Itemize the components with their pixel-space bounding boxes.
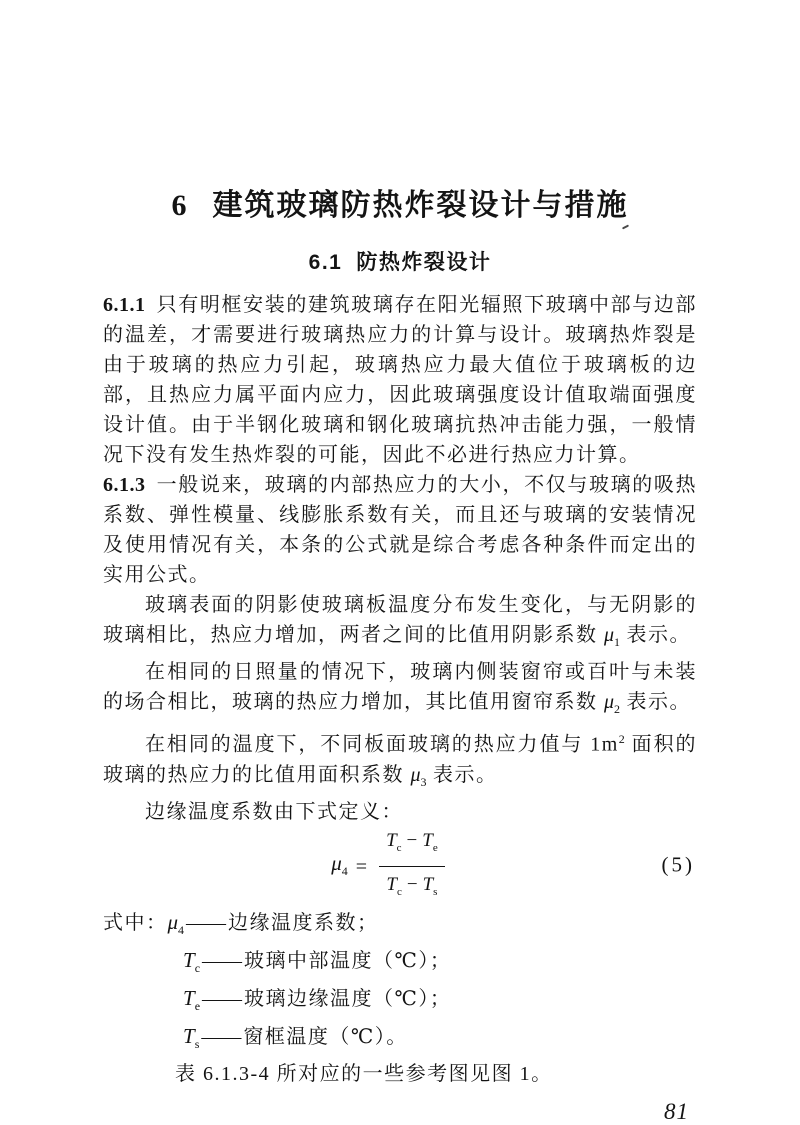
formula-mu4 [331, 826, 444, 907]
equation-number: (5) [661, 852, 695, 877]
paragraph-text: 表示。 [426, 763, 498, 786]
chapter-number: 6 [171, 189, 189, 222]
mu-symbol: μ [167, 909, 179, 934]
description: 玻璃中部温度（℃）； [244, 949, 452, 972]
formula-block [103, 830, 697, 904]
description: 边缘温度系数； [228, 911, 379, 934]
temperature-symbol: T [183, 985, 195, 1010]
temperature-subscript: c [396, 842, 402, 855]
symbol [167, 909, 185, 937]
temperature-subscript: e [432, 842, 438, 855]
mu-symbol: μ [604, 691, 615, 713]
mu-subscript: 4 [341, 863, 348, 878]
clause-6-1-3 [103, 470, 697, 590]
dash: —— [202, 987, 243, 1010]
temperature-symbol: T [422, 830, 433, 852]
scan-speck-mark [622, 224, 629, 229]
clause-6-1-1 [103, 290, 697, 470]
temperature-subscript: e [194, 998, 201, 1013]
temperature-symbol: T [386, 874, 397, 896]
temperature-symbol: T [183, 1023, 195, 1048]
symbol [183, 947, 201, 975]
description: 窗框温度（℃）。 [243, 1025, 408, 1048]
mu-subscript: 2 [614, 702, 621, 716]
section-heading [103, 250, 697, 276]
paragraph-text: 表示。 [620, 624, 692, 646]
clause-label: 6.1.3 [103, 474, 146, 496]
mu-subscript: 1 [614, 635, 621, 649]
paragraph-text: 玻璃表面的阴影使玻璃板温度分布发生变化，与无阴影的玻璃相比，热应力增加，两者之间的比值用阴影系数 [103, 594, 697, 646]
formula-lhs [331, 848, 348, 886]
where-lead: 式中： [103, 911, 168, 934]
section-number: 6.1 [308, 251, 343, 274]
fraction-denominator [379, 867, 445, 907]
equals-sign: = [355, 855, 368, 878]
chapter-title [103, 0, 697, 224]
paragraph-curtain-coefficient [103, 657, 697, 724]
symbol [183, 1023, 200, 1051]
mu-symbol: μ [604, 624, 615, 646]
square-superscript: 2 [618, 732, 625, 746]
clause-label: 6.1.1 [103, 294, 146, 316]
page-number: 81 [664, 1098, 689, 1124]
where-row [103, 907, 697, 945]
mu-symbol: μ [410, 763, 421, 786]
description: 玻璃边缘温度（℃）； [244, 987, 452, 1010]
minus-sign: − [406, 830, 418, 852]
where-list [103, 907, 697, 1059]
minus-sign: − [406, 874, 418, 896]
clause-text: 只有明框安装的建筑玻璃存在阳光辐照下玻璃中部与边部的温差，才需要进行玻璃热应力的计算与设计。玻璃热炸裂是由于玻璃的热应力引起，玻璃热应力最大值位于玻璃板的边部，且热应力属平面内应力，因此玻璃强度设计值取端面强度设计值。由于半钢化玻璃和钢化玻璃抗热冲击能力强，一般情况下没有发生热炸裂的可能，因此不必进行热应力计算。 [103, 294, 697, 466]
where-row [183, 1021, 697, 1059]
body-text [103, 290, 697, 1089]
where-row [183, 945, 697, 983]
temperature-subscript: c [194, 960, 201, 975]
temperature-subscript: s [433, 885, 438, 898]
temperature-subscript: s [194, 1036, 200, 1051]
temperature-subscript: c [396, 885, 402, 898]
dash: —— [201, 1025, 242, 1048]
section-title-text: 防热炸裂设计 [356, 251, 492, 274]
temperature-symbol: T [386, 830, 397, 852]
mu-subscript: 4 [178, 922, 185, 937]
temperature-symbol: T [422, 874, 434, 896]
paragraph-area-coefficient [103, 724, 697, 797]
paragraph-text: 在相同的温度下，不同板面玻璃的热应力值与 1m [145, 733, 619, 756]
paragraph-shadow-coefficient [103, 590, 697, 657]
chapter-title-text: 建筑玻璃防热炸裂设计与措施 [212, 189, 629, 222]
mu-symbol: μ [331, 850, 342, 875]
paragraph-text: 边缘温度系数由下式定义： [145, 800, 403, 823]
symbol [183, 985, 201, 1013]
paragraph-text: 在相同的日照量的情况下，玻璃内侧装窗帘或百叶与未装的场合相比，玻璃的热应力增加，其比值用窗帘系数 [103, 661, 697, 713]
fraction-numerator [379, 826, 445, 867]
clause-text: 一般说来，玻璃的内部热应力的大小，不仅与玻璃的吸热系数、弹性模量、线膨胀系数有关，而且还与玻璃的安装情况及使用情况有关，本条的公式就是综合考虑各种条件而定出的实用公式。 [103, 474, 697, 586]
fraction [379, 826, 445, 907]
paragraph-text: 表示。 [620, 691, 692, 713]
paragraph-text: 面积的玻璃的热应力的比值用面积系数 [103, 733, 698, 786]
closing-line [103, 1059, 697, 1089]
paragraph-edge-intro [103, 797, 697, 827]
closing-text: 表 6.1.3-4 所对应的一些参考图见图 1。 [175, 1062, 553, 1085]
temperature-symbol: T [183, 947, 195, 972]
dash: —— [202, 949, 243, 972]
dash: —— [186, 911, 227, 934]
mu-subscript: 3 [420, 774, 427, 789]
where-row [183, 983, 697, 1021]
